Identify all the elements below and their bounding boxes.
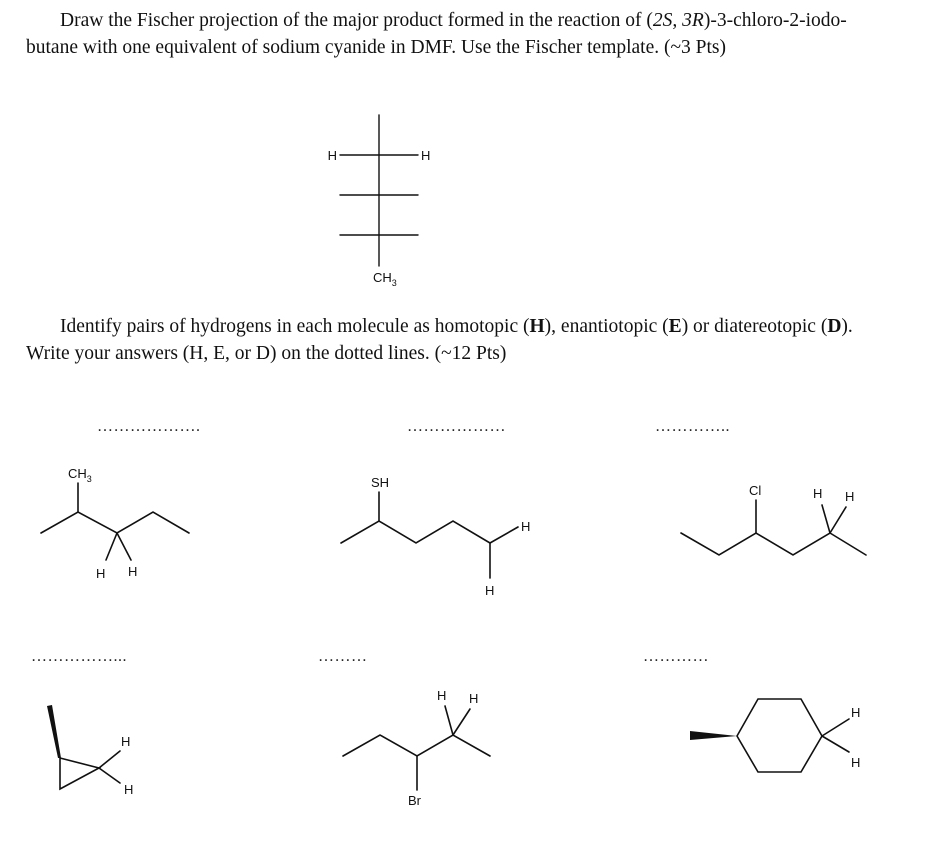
molecule-2 <box>341 475 530 598</box>
m4-h1-bond <box>99 751 120 768</box>
m3-h1-label: H <box>813 486 823 501</box>
m3-h1-bond <box>822 505 830 533</box>
m6-h1-bond <box>822 719 849 736</box>
m5-h1-bond <box>445 706 453 735</box>
m1-skeleton <box>41 512 189 533</box>
q2-enantiotopic-letter: E <box>668 316 682 337</box>
m2-h2-label: H <box>485 583 495 598</box>
q1-text-b: )-3-chloro-2-iodo- <box>703 10 847 31</box>
fischer-left-h: H <box>327 148 337 163</box>
answer-line-4[interactable]: ……………... <box>31 648 127 665</box>
answer-line-3[interactable]: ………….. <box>655 418 730 435</box>
q1-stereo-descriptor: 2S, 3R <box>652 10 704 31</box>
q2-homotopic-letter: H <box>529 316 545 337</box>
m3-skeleton <box>681 533 866 555</box>
m4-h2-bond <box>99 768 120 783</box>
m4-methyl-wedge <box>47 705 61 758</box>
m2-skeleton <box>341 521 490 543</box>
molecule-1 <box>41 466 189 581</box>
q1-text-a: Draw the Fischer projection of the major product formed in the reaction of ( <box>60 10 653 31</box>
m4-cyclopropane-ring <box>60 758 99 789</box>
m2-h1-label: H <box>521 519 531 534</box>
m3-cl-label: Cl <box>749 483 762 498</box>
m5-skeleton <box>343 735 490 756</box>
fischer-ch3-label: $CH_3$ <box>373 270 397 288</box>
m6-h2-label: H <box>851 755 861 770</box>
m5-h2-label: H <box>469 691 479 706</box>
answer-line-6[interactable]: ………… <box>643 648 709 665</box>
m3-h2-bond <box>830 507 846 533</box>
m5-br-label: Br <box>408 793 421 808</box>
molecule-5 <box>343 688 490 808</box>
molecule-4 <box>47 705 133 797</box>
q2-diastereotopic-letter: D <box>827 316 842 337</box>
m1-ch3-label: $CH_3$ <box>68 466 92 484</box>
answer-line-1[interactable]: ………………. <box>97 418 201 435</box>
m5-h2-bond <box>453 709 470 735</box>
m1-h2-bond <box>117 533 131 560</box>
fischer-projection-template <box>328 115 431 288</box>
m3-h2-label: H <box>845 489 855 504</box>
q2-text-d: ). <box>841 316 853 337</box>
m1-h2-label: H <box>128 564 138 579</box>
question-1-line-2: butane with one equivalent of sodium cyanide in DMF. Use the Fischer template. (~3 Pts) <box>26 37 727 58</box>
fischer-right-h: H <box>421 148 431 163</box>
answer-line-5[interactable]: ……… <box>318 648 368 665</box>
m6-h1-label: H <box>851 705 861 720</box>
m6-methyl-wedge <box>690 731 737 740</box>
m2-h1-bond <box>490 527 518 543</box>
m4-h1-label: H <box>121 734 131 749</box>
answer-line-2[interactable]: ……………… <box>407 418 506 435</box>
m1-h1-label: H <box>96 566 106 581</box>
molecule-6 <box>690 699 860 772</box>
m4-h2-label: H <box>124 782 134 797</box>
q2-text-b: ), enantiotopic ( <box>544 316 669 337</box>
m2-sh-label: SH <box>371 475 390 490</box>
m6-cyclohexane-ring <box>737 699 822 772</box>
molecule-3 <box>681 483 866 555</box>
m1-h1-bond <box>106 533 117 560</box>
q2-text-a: Identify pairs of hydrogens in each molecule as homotopic ( <box>60 316 530 337</box>
question-2-line-2: Write your answers (H, E, or D) on the dotted lines. (~12 Pts) <box>26 343 507 364</box>
m6-h2-bond <box>822 736 849 752</box>
m5-h1-label: H <box>437 688 447 703</box>
q2-text-c: ) or diatereotopic ( <box>681 316 828 337</box>
